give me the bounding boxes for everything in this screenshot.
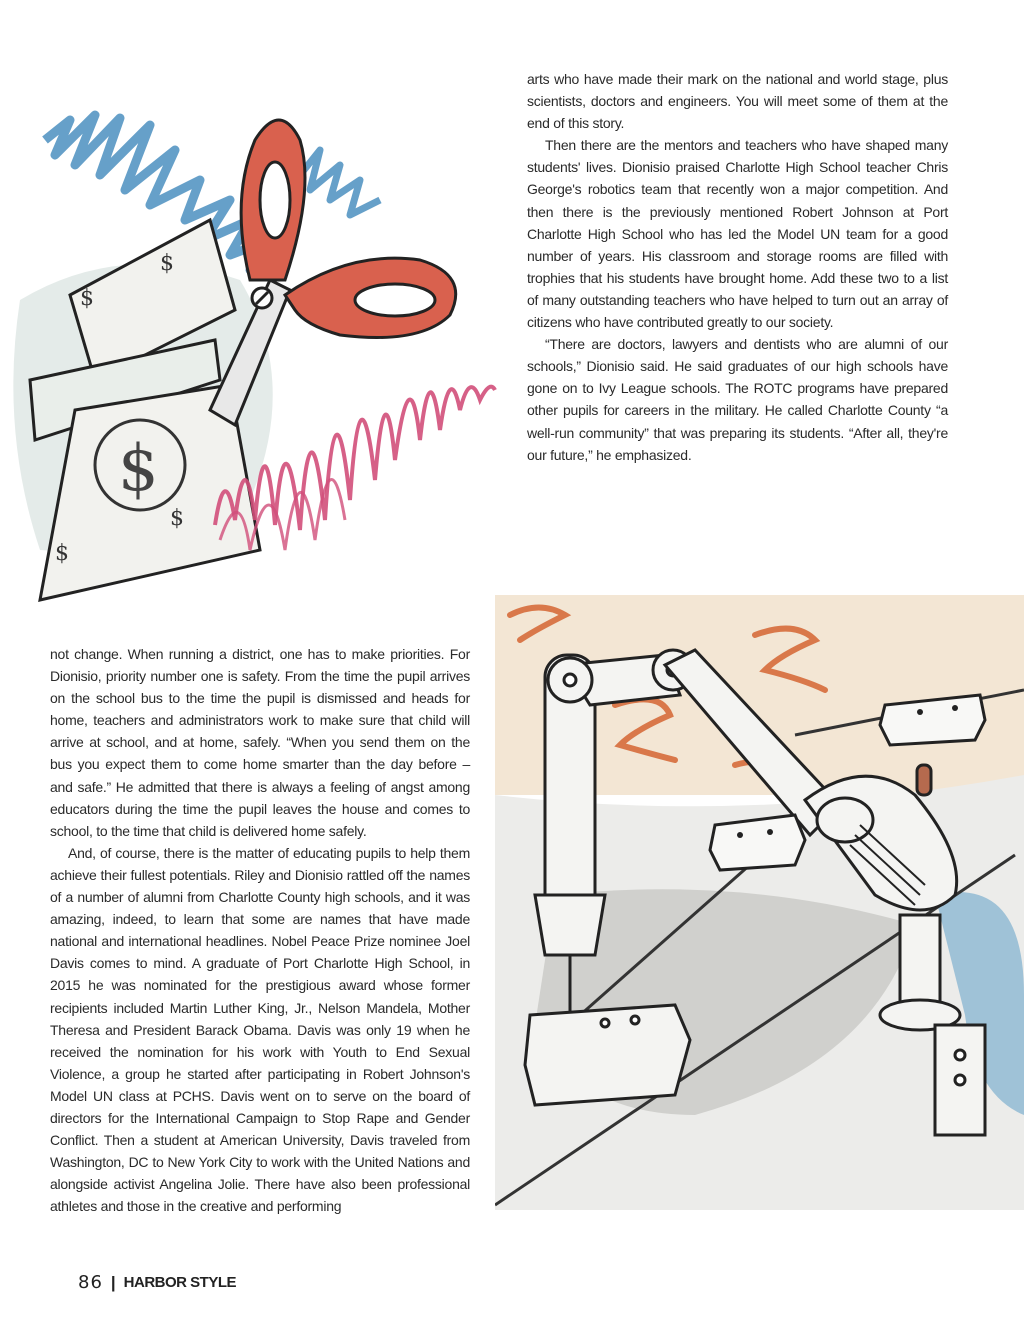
dollar-sign-corner: $ (80, 286, 94, 311)
paragraph: arts who have made their mark on the national and world stage, plus scientists, doctors and engineers. You will meet some of them at the end of this story. (527, 71, 948, 132)
robot-arms-drawing (495, 595, 1024, 1210)
dollar-sign-large: $ (118, 432, 159, 506)
publication-name: HARBOR STYLE (123, 1274, 237, 1291)
scissors-dollar-illustration (0, 80, 515, 610)
paragraph: And, of course, there is the matter of educating pupils to help them achieve their fullest potentials. Riley and Dionisio rattled off the names of a number of alumni from Charlotte County high schools, and it was amazing, indeed, to learn that some are names that have made national and international headlines. Nobel Peace Prize nominee Joel Davis comes to mind. A graduate of Port Charlotte High School, in 2015 he was nominated for the prestigious award whose former recipients included Martin Luther King, Jr., Nelson Mandela, Mother Theresa and President Barack Obama. Davis was only 19 when he received the nomination for his work with Youth to End Sexual Violence, a group he started after participating in Robert Johnson's Model UN class at PCHS. Davis went on to serve on the board of directors for the International Campaign to Stop Rape and Gender Conflict. Then a student at American University, Davis traveled from Washington, DC to New York City to work with the United Nations and alongside activist Angelina Jolie. There have also been professional athletes and those in the creative and performing (50, 844, 470, 1215)
footer-separator: | (110, 1272, 116, 1292)
scissors-dollar-drawing (0, 80, 515, 610)
dollar-sign-corner: $ (170, 506, 184, 531)
paragraph: not change. When running a district, one has to make priorities. For Dionisio, priority number one is safety. From the time the pupil arrives on the school bus to the time the pupil is dismissed and heads for home, teachers and administrators work to make sure that child will arrive at school, and at home, safely. “When you send them on the bus you expect them to come home smarter than the day before – and safe.” He admitted that there is always a feeling of angst among educators during the time the pupil leaves the house and comes to school, to the time that child is delivered home safely. (50, 646, 470, 839)
dollar-sign-corner: $ (55, 541, 69, 566)
paragraph: Then there are the mentors and teachers who have shaped many students' lives. Dionisio praised Charlotte High School teacher Chris George's robotics team that recently won a major competition. And then there is the previously mentioned Robert Johnson at Port Charlotte High School who has led the Model UN team for a good number of years. His classroom and storage rooms are filled with trophies that his students have brought home. Add these two to a list of many outstanding teachers who have helped to turn out an array of citizens who have contributed greatly to our society. (527, 137, 948, 331)
dollar-sign-corner: $ (160, 251, 174, 276)
page-number: 86 (78, 1272, 103, 1293)
article-column-left (50, 643, 470, 1217)
paragraph: “There are doctors, lawyers and dentists who are alumni of our schools,” Dionisio said. He said graduates of our high schools have gone on to Ivy League schools. The ROTC programs have prepared other pupils for careers in the military. He called Charlotte County “a well-run community” that was preparing its students. “After all, they're our future,” he emphasized. (527, 336, 948, 463)
article-column-right (527, 68, 948, 466)
page-footer (78, 1272, 236, 1293)
robot-arms-illustration (495, 595, 1024, 1210)
